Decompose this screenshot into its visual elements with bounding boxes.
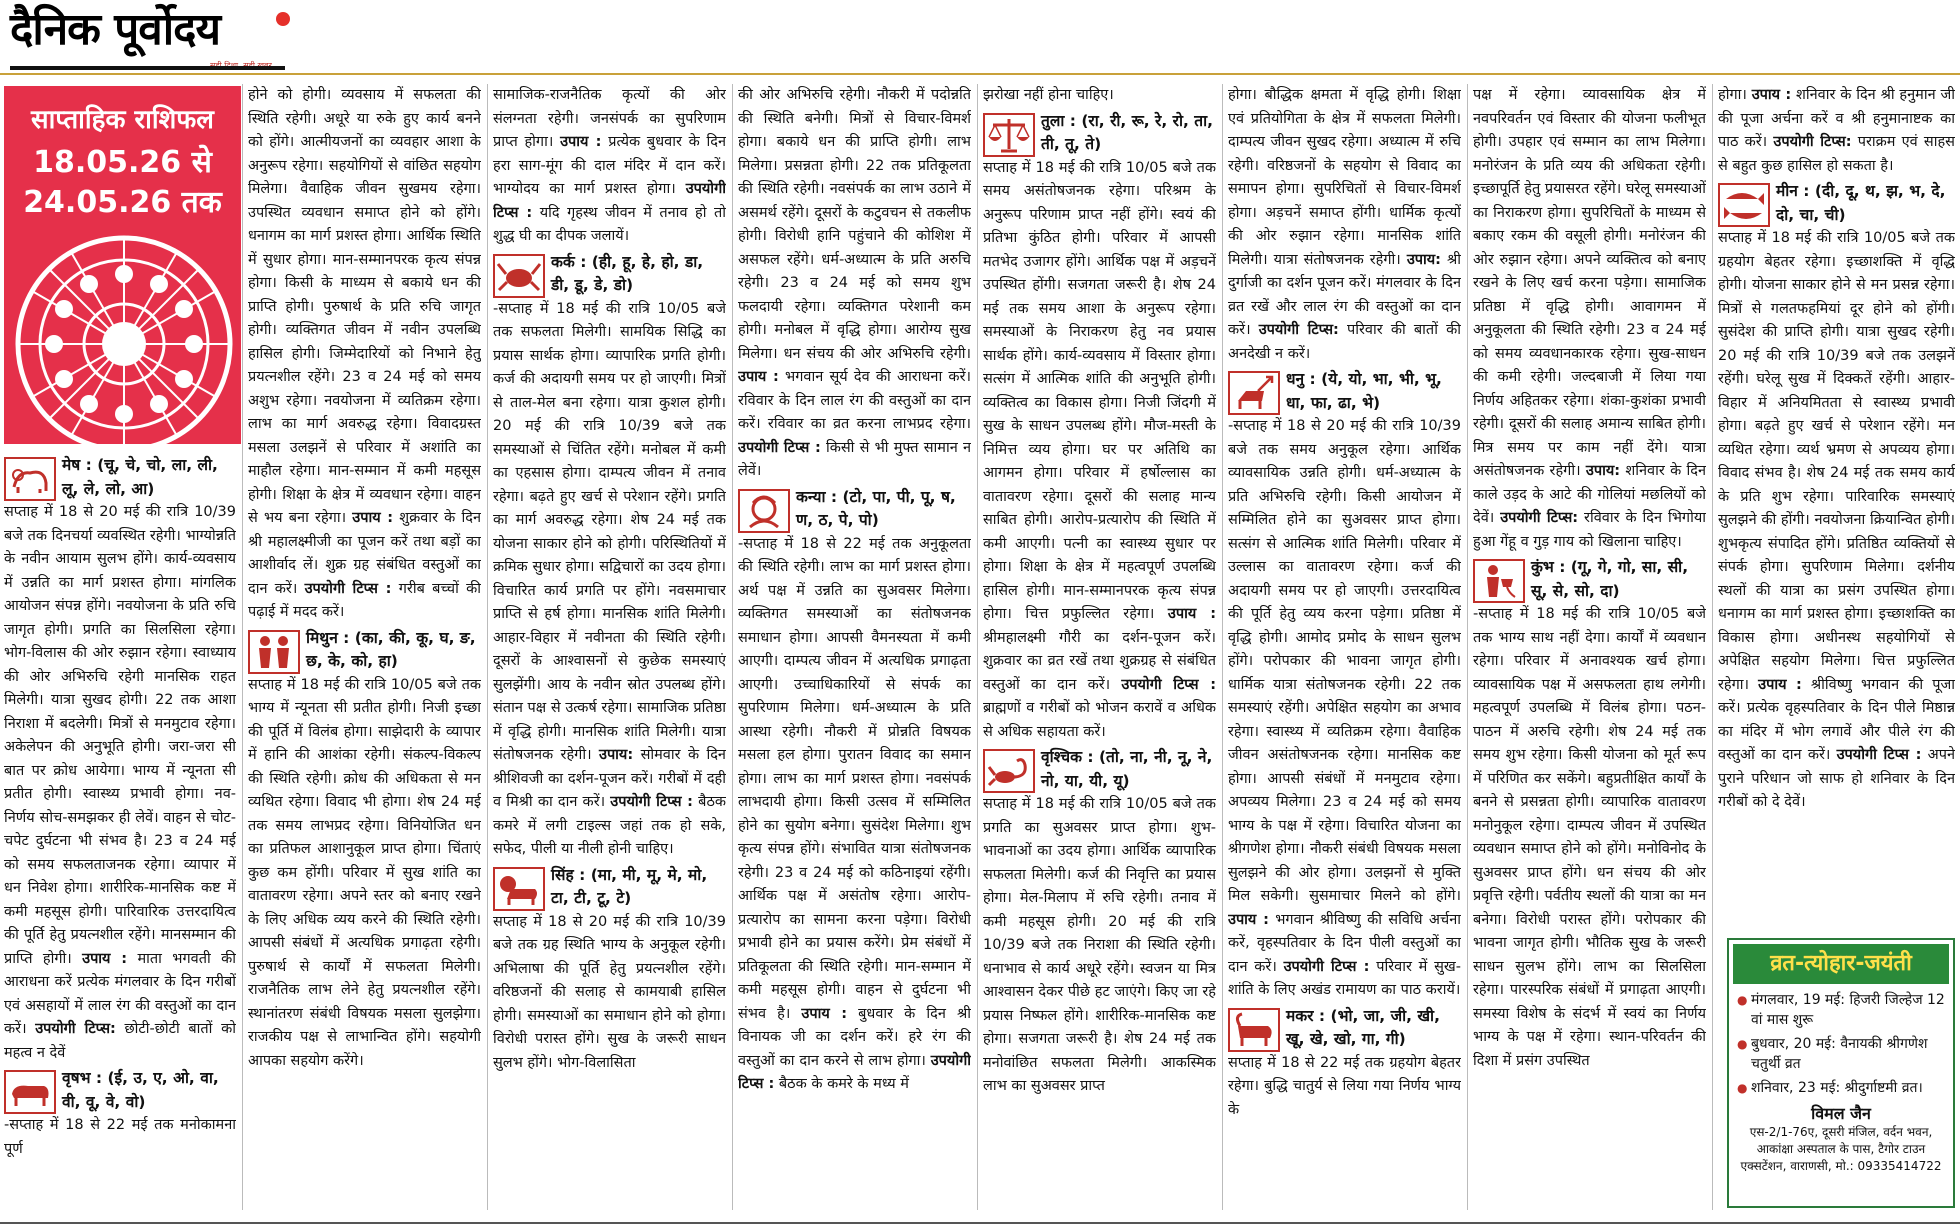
- tips-text: अपने पुराने परिधान जो साफ हो शनिवार के दिन गरीबों को दे देवें।: [1718, 747, 1955, 810]
- logo-dot-icon: [276, 12, 290, 26]
- column-divider: [1222, 84, 1223, 1210]
- sign-heading-dhanu: धनु : (ये, यो, भा, भी, भू, धा, फा, ढा, भे): [1286, 370, 1442, 412]
- column-divider: [487, 84, 488, 1210]
- horoscope-text-vrishabh: -सप्ताह में 18 से 22 मई तक मनोकामना पूर्ण: [4, 1117, 236, 1157]
- column-6: [1228, 84, 1461, 1210]
- tips-label: उपयोगी टिप्स:: [1773, 134, 1852, 150]
- festival-item: ● मंगलवार, 19 मई: हिजरी जिल्हेज 12 वां मास शुरू: [1737, 990, 1947, 1030]
- horoscope-text-vrishabh-cont: होने को होगी। व्यवसाय में सफलता की स्थिति रहेगी। अधूरे या रुके हुए कार्य बनने को होंगे। आत्मीयजनों का व्यवहार आशा के अनुरूप रहेगा। सहयोगियों से वांछित सहयोग मिलेगा। वैवाहिक जीवन सुखमय रहेगा। उपस्थित व्यवधान समाप्त होने को होंगे। धनागम का मार्ग प्रशस्त होगा। आर्थिक स्थिति में सुधार होगा। मान-सम्मानपरक कृत्य संपन्न होगा। किसी के माध्यम से बकाये धन की प्राप्ति होगी। पुरुषार्थ के प्रति रुचि जागृत होगी। व्यक्तिगत जीवन में नवीन उपलब्धि हासिल होगी। जिम्मेदारियों को निभाने हेतु प्रयत्नशील रहेंगे। 23 व 24 मई को समय अशुभ रहेगा। नवयोजना में व्यतिक्रम रहेगा। लाभ का मार्ग अवरुद्ध रहेगा। विवादग्रस्त मसला उलझनें से परिवार में अशांति का माहौल रहेगा। मान-सम्मान में कमी महसूस होगी। शिक्षा के क्षेत्र में व्यवधान रहेगा। वाहन से भय बना रहेगा।: [248, 87, 481, 526]
- column-7: [1473, 84, 1706, 1210]
- column-divider: [732, 84, 733, 1210]
- column-divider: [242, 84, 243, 1210]
- tips-text: यदि गृहस्थ जीवन में तनाव हो तो शुद्ध घी का दीपक जलायें।: [493, 204, 726, 244]
- remedy-text: शनिवार के दिन श्री हनुमान जी की पूजा अर्चना करें व श्री हनुमानाष्टक का पाठ करें।: [1718, 87, 1955, 150]
- remedy-text: भगवान सूर्य देव की आराधना करें। रविवार के दिन लाल रंग की वस्तुओं का दान करें। रविवार का व्रत करना लाभप्रद रहेगा।: [738, 369, 971, 432]
- tips-label: उपयोगी टिप्स :: [610, 794, 693, 810]
- horoscope-text-tula: सप्ताह में 18 मई की रात्रि 10/05 बजे तक समय असंतोषजनक रहेगा। परिश्रम के अनुरूप परिणाम प्राप्त नहीं होंगे। स्वयं की प्रतिभा कुंठित होगी। परिवार में आपसी मतभेद उजागर होंगे। आर्थिक पक्ष में अड़चनें उपस्थित होंगी। सजगता जरूरी है। शेष 24 मई तक समय आशा के अनुरूप रहेगा। समस्याओं के निराकरण हेतु नव प्रयास सार्थक होंगे। कार्य-व्यवसाय में विस्तार होगा। सत्संग में आत्मिक शांति की अनुभूति होगी। व्यक्तित्व का विकास होगा। निजी जिंदगी में सुख के साधन उपलब्ध होंगे। मौज-मस्ती के निमित्त व्यय होगा। घर पर अतिथि का आगमन होगा। परिवार में हर्षोल्लास का वातावरण रहेगा। दूसरों की सलाह मान्य साबित होगी। आरोप-प्रत्यारोप की स्थिति में कमी आएगी। पत्नी का स्वास्थ्य सुधार पर होगा। शिक्षा के क्षेत्र में महत्वपूर्ण उपलब्धि हासिल होगी। मान-सम्मानपरक कृत्य संपन्न होगा। चित्त प्रफुल्लित रहेगा।: [983, 159, 1216, 622]
- sign-heading-makar: मकर : (भो, जा, जी, खी, खू, खे, खो, गा, गी): [1286, 1006, 1440, 1048]
- column-5: [983, 84, 1216, 1210]
- remedy-label: उपाय :: [1751, 87, 1792, 103]
- sign-makar: [1228, 1005, 1461, 1052]
- sign-mithun: [248, 627, 481, 674]
- tips-text: परिवार में सुख-शांति के लिए अखंड रामायण का पाठ करायें।: [1228, 958, 1461, 998]
- banner-title: साप्ताहिक राशिफल: [31, 105, 214, 135]
- horoscope-text-singh: सप्ताह में 18 से 20 मई की रात्रि 10/39 बजे तक ग्रह स्थिति भाग्य के अनुकूल रहेगी। अभिलाषा की पूर्ति हेतु प्रयत्नशील रहेंगे। वरिष्ठजनों की सलाह से कामयाबी हासिल होगी। समस्याओं का समाधान होने को होगा। विरोधी परास्त होंगे। सुख के जरूरी साधन सुलभ होंगे। भोग-विलासिता: [493, 913, 726, 1071]
- masthead: [10, 6, 285, 68]
- tips-text: छोटी-छोटी बातों को महत्व न देवें: [4, 1021, 236, 1061]
- remedy-label: उपाय :: [738, 369, 779, 385]
- sign-meen: [1718, 180, 1955, 227]
- remedy-label: उपाय :: [1228, 911, 1269, 928]
- tips-text: रविवार के दिन भिगोया हुआ गेंहू व गुड़ गाय को खिलाना चाहिए।: [1473, 510, 1706, 550]
- sign-heading-kumbh: कुंभ : (गू, गे, गो, सा, सी, सू, से, सो, दा): [1531, 558, 1689, 600]
- scorpio-scorpion-icon: [983, 749, 1035, 793]
- remedy-text: श्रीमहालक्ष्मी गौरी का दर्शन-पूजन करें। शुक्रवार का व्रत रखें तथा शुक्रग्रह से संबंधित वस्तुओं का दान करें।: [983, 629, 1216, 693]
- sign-heading-tula: तुला : (रा, री, रू, रे, रो, ता, ती, तू, ते): [1041, 111, 1214, 153]
- horoscope-text-mithun: सप्ताह में 18 मई की रात्रि 10/05 बजे तक भाग्य में न्यूनता सी प्रतीत होगी। निजी इच्छा की पूर्ति में विलंब होगा। साझेदारी के व्यापार में हानि की आशंका रहेगी। संकल्प-विकल्प की स्थिति रहेगी। क्रोध की अधिकता से मन व्यथित रहेगा। विवाद भी होगा। शेष 24 मई तक समय लाभप्रद रहेगा। विनियोजित धन का प्रतिफल आशानुकूल प्राप्त होगा। चिंताएं कुछ कम होंगी। परिवार में सुख शांति का वातावरण रहेगा। अपने स्तर को बनाए रखने के लिए अधिक व्यय करने की स्थिति रहेगी। आपसी संबंधों में अत्यधिक प्रगाढ़ता रहेगी। पुरुषार्थ से कार्यों में सफलता मिलेगी। राजनैतिक लाभ लेने हेतु प्रयत्नशील रहेंगे। स्थानांतरण संबंधी विषयक मसला सुलझेगा। राजकीय पक्ष से लाभान्वित होंगे। सहयोगी आपका सहयोग करेंगे।: [248, 676, 481, 1069]
- remedy-label: उपाय :: [82, 950, 128, 967]
- festival-box-title: व्रत-त्योहार-जयंती: [1733, 944, 1949, 984]
- column-3: [493, 84, 726, 1210]
- sign-heading-mithun: मिथुन : (का, की, कू, घ, ङ, छ, के, को, हा): [306, 628, 476, 670]
- remedy-text: माता भगवती की आराधना करें प्रत्येक मंगलवार के दिन गरीबों एवं असहायों में लाल रंग की वस्तुओं का दान करें।: [4, 950, 236, 1037]
- tips-text: पराक्रम एवं साहस से बहुत कुछ हासिल हो सकता है।: [1718, 134, 1955, 174]
- sign-kanya: [738, 486, 971, 533]
- leo-lion-icon: [493, 867, 545, 911]
- author-name: विमल जैन: [1811, 1104, 1871, 1123]
- masthead-rule: [10, 66, 285, 70]
- horoscope-text-kumbh-cont: होगा।: [1718, 87, 1747, 103]
- banner-date-to: 24.05.26 तक: [23, 185, 222, 220]
- remedy-label: उपाय:: [599, 747, 634, 763]
- remedy-label: उपाय:: [1585, 463, 1621, 479]
- festival-item: ● बुधवार, 20 मई: वैनायकी श्रीगणेश चतुर्थी व्रत: [1737, 1034, 1947, 1074]
- sign-heading-kanya: कन्या : (टो, पा, पी, पू, ष, ण, ठ, पे, पो): [796, 487, 956, 529]
- horoscope-text-dhanu: -सप्ताह में 18 से 20 मई की रात्रि 10/39 बजे तक समय अनुकूल रहेगा। आर्थिक व्यावसायिक उन्नति होगी। धर्म-अध्यात्म के प्रति अभिरुचि रहेगी। किसी आयोजन में सम्मिलित होने का सुअवसर प्राप्त होगा। सत्संग से आत्मिक शांति मिलेगी। परिवार में उल्लास का वातावरण रहेगा। कर्ज की अदायगी समय पर हो जाएगी। उत्तरदायित्व की पूर्ति हेतु व्यय करना पड़ेगा। प्रतिष्ठा में वृद्धि होगी। आमोद प्रमोद के साधन सुलभ होंगे। परोपकार की भावना जागृत होगी। धार्मिक यात्रा संतोषजनक रहेगी। 22 तक समस्याएं रहेंगी। अपेक्षित सहयोग का अभाव रहेगा। स्वास्थ्य में व्यतिक्रम रहेगा। वैवाहिक जीवन असंतोषजनक रहेगा। मानसिक कष्ट होगा। आपसी संबंधों में मनमुटाव रहेगा। अपव्यय मिलेगा। 23 व 24 मई को समय भाग्य के पक्ष में रहेगा। विचारित योजना का श्रीगणेश होगा। नौकरी संबंधी विषयक मसला सुलझने की ओर होगा। उलझनों से मुक्ति मिल सकेगी। सुसमाचार मिलने को होंगे।: [1228, 418, 1461, 904]
- column-2: [248, 84, 481, 1210]
- column-1: [4, 452, 236, 1210]
- remedy-label: उपाय :: [801, 1005, 848, 1022]
- aries-ram-icon: [4, 457, 56, 501]
- tips-text: बैठक के कमरे के मध्य में: [778, 1076, 909, 1092]
- capricorn-goat-icon: [1228, 1008, 1280, 1052]
- cancer-crab-icon: [493, 254, 545, 298]
- sign-vrishchik: [983, 746, 1216, 793]
- horoscope-text-mithun-cont: सामाजिक-राजनैतिक कृत्यों की ओर संलग्नता रहेगी। जनसंपर्क का सुपरिणाम प्राप्त होगा।: [493, 87, 726, 150]
- sign-dhanu: [1228, 368, 1461, 415]
- sign-kark: [493, 251, 726, 298]
- horoscope-text-kumbh: -सप्ताह में 18 मई की रात्रि 10/05 बजे तक भाग्य साथ नहीं देगा। कार्यों में व्यवधान रहेगा। परिवार में अनावश्यक खर्च होगा। व्यावसायिक पक्ष में असफलता हाथ लगेगी। महत्वपूर्ण उपलब्धि में विलंब होगा। पठन-पाठन में अरुचि रहेगी। शेष 24 मई तक समय शुभ रहेगा। किसी योजना को मूर्त रूप में परिणित कर सकेंगे। बहुप्रतीक्षित कार्यों के बनने से प्रसन्नता होगी। व्यापारिक वातावरण मनोनुकूल रहेगा। दाम्पत्य जीवन में उपस्थित व्यवधान समाप्त होने को होंगे। मनोविनोद के सुअवसर प्राप्त होंगे। धन संचय की ओर प्रवृत्ति रहेगी। पर्वतीय स्थलों की यात्रा का मन बनेगा। विरोधी परास्त होंगे। परोपकार की भावना जागृत होगी। भौतिक सुख के जरूरी साधन सुलभ होंगे। लाभ का सिलसिला रहेगा। पारस्परिक संबंधों में प्रगाढ़ता आएगी। समस्या विशेष के संदर्भ में स्वयं का निर्णय भाग्य के पक्ष में रहेगा। स्थान-परिवर्तन की दिशा में प्रसंग उपस्थित: [1473, 606, 1706, 1069]
- horoscope-text-kanya-cont: झरोखा नहीं होना चाहिए।: [983, 87, 1114, 103]
- sign-tula: [983, 110, 1216, 157]
- libra-scales-icon: [983, 113, 1035, 157]
- horoscope-text-mesh: सप्ताह में 18 से 20 मई की रात्रि 10/39 बजे तक दिनचर्या व्यवस्थित रहेगी। भाग्योन्नति के नवीन आयाम सुलभ होंगे। कार्य-व्यवसाय में उन्नति का मार्ग प्रशस्त होगा। मांगलिक आयोजन संपन्न होंगे। नवयोजना के प्रति रुचि जागृत होगी। प्रगति का सिलसिला रहेगा। भोग-विलास की ओर रुझान रहेगा। स्वाध्याय की ओर अभिरुचि रहेगी मानसिक राहत मिलेगी। यात्रा सुखद होगी। 22 तक आशा निराशा में बदलेगी। मित्रों से मनमुटाव रहेगा। अकेलेपन की अनुभूति होगी। जरा-जरा सी बात पर क्रोध आयेगा। भाग्य में न्यूनता सी प्रतीत होगी। स्वास्थ्य प्रभावी होगा। नव-निर्णय सोच-समझकर ही लेवें। वाहन से चोट-चपेट दुर्घटना भी संभव है। 23 व 24 मई को समय सफलताजनक रहेगा। व्यापार में धन निवेश होगा। शारीरिक-मानसिक कष्ट में कमी महसूस होगी। पारिवारिक उत्तरदायित्व की पूर्ति हेतु प्रयत्नशील रहेंगे। मानसम्मान की प्राप्ति होगी।: [4, 504, 236, 967]
- tips-text: ब्राह्मणों व गरीबों को भोजन करावें व अधिक से अधिक सहायता करें।: [983, 700, 1216, 740]
- taurus-bull-icon: [4, 1070, 56, 1114]
- tips-label: उपयोगी टिप्स :: [493, 181, 726, 221]
- column-8: [1718, 84, 1955, 930]
- tips-text: परिवार की बातों की अनदेखी न करें।: [1228, 322, 1461, 362]
- pisces-fish-icon: [1718, 183, 1770, 227]
- column-divider: [1712, 84, 1713, 1210]
- virgo-maiden-icon: [738, 489, 790, 533]
- remedy-text: भगवान श्रीविष्णु की सविधि अर्चना करें, वृहस्पतिवार के दिन पीली वस्तुओं का दान करें।: [1228, 911, 1461, 975]
- tips-label: उपयोगी टिप्स :: [1836, 747, 1922, 763]
- tips-text: किसी से भी मुफ्त सामान न लेवें।: [738, 439, 971, 479]
- horoscope-text-meen: सप्ताह में 18 मई की रात्रि 10/05 बजे तक ग्रहयोग बेहतर रहेगा। इच्छाशक्ति में वृद्धि होगी। योजना साकार होने से मन प्रसन्न रहेगा। मित्रों से गलतफहमियां दूर होने को होंगी। सुसंदेश की प्राप्ति होगी। यात्रा सुखद रहेगी। 20 मई की रात्रि 10/39 बजे तक उलझनें रहेंगी। घरेलू सुख में दिक्कतें रहेंगी। आहार-विहार में अनियमितता से स्वास्थ्य प्रभावी होगा। बढ़ते हुए खर्च से परेशान रहेंगे। मन व्यथित रहेगा। व्यर्थ भ्रमण से अपव्यय होगा। विवाद संभव है। शेष 24 मई तक समय कार्य के प्रति शुभ रहेगा। पारिवारिक समस्याएं सुलझने की होंगी। नवयोजना क्रियान्वित होगी। शुभकृत्य संपादित होंगे। प्रतिष्ठित व्यक्तियों से संपर्क होगा। सुपरिणाम मिलेगा। दर्शनीय स्थलों की यात्रा का प्रसंग उपस्थित होगा। धनागम का मार्ग प्रशस्त होगा। इच्छाशक्ति का विकास होगा। अधीनस्थ सहयोगियों से अपेक्षित सहयोग मिलेगा। चित्त प्रफुल्लित रहेगा।: [1718, 230, 1955, 693]
- author-address: एस-2/1-76ए, दूसरी मंजिल, वर्दन भवन, आकांक्षा अस्पताल के पास, टैगोर टाउन एक्सटेंशन, वाराणसी, मो.: 09335414722: [1740, 1125, 1942, 1173]
- sign-heading-vrishabh: वृषभ : (ई, उ, ए, ओ, वा, वी, वू, वे, वो): [62, 1069, 219, 1111]
- tips-label: उपयोगी टिप्स:: [35, 1021, 116, 1037]
- tips-label: उपयोगी टिप्स :: [1121, 676, 1216, 693]
- horoscope-text-kanya: -सप्ताह में 18 से 22 मई तक अनुकूलता की स्थिति रहेगी। लाभ का मार्ग प्रशस्त होगा। अर्थ पक्ष में उन्नति का सुअवसर मिलेगा। व्यक्तिगत समस्याओं का संतोषजनक समाधान होगा। आपसी वैमनस्यता में कमी आएगी। दाम्पत्य जीवन में अत्यधिक प्रगाढ़ता आएगी। उच्चाधिकारियों से संपर्क का सुपरिणाम मिलेगा। धर्म-अध्यात्म के प्रति आस्था रहेगी। नौकरी में प्रोन्नति विषयक मसला हल होगा। पुरातन विवाद का समान होगा। लाभ का मार्ग प्रशस्त होगा। नवसंपर्क लाभदायी होगा। किसी उत्सव में सम्मिलित होने का सुयोग बनेगा। सुसंदेश मिलेगा। शुभ कृत्य संपन्न होंगे। संभावित यात्रा संतोषजनक रहेगी। 23 व 24 मई को कठिनाइयां रहेंगी। आर्थिक पक्ष में असंतोष रहेगा। आरोप-प्रत्यारोप का सामना करना पड़ेगा। विरोधी प्रभावी होने का प्रयास करेंगे। प्रेम संबंधों में प्रतिकूलता की स्थिति रहेगी। मान-सम्मान में कमी महसूस होगी। वाहन से दुर्घटना भी संभव है।: [738, 535, 971, 1022]
- column-divider: [977, 84, 978, 1210]
- gemini-twins-icon: [248, 630, 300, 674]
- tips-label: उपयोगी टिप्स:: [1258, 322, 1339, 338]
- tips-label: उपयोगी टिप्स:: [1500, 510, 1579, 526]
- sign-heading-singh: सिंह : (मा, मी, मू, मे, मो, टा, टी, टू, टे): [551, 865, 708, 907]
- tips-label: उपयोगी टिप्स :: [1283, 958, 1370, 975]
- sign-heading-mesh: मेष : (चू, चे, चो, ला, ली, लू, ले, लो, आ): [62, 456, 218, 498]
- sign-heading-kark: कर्क : (ही, हू, हे, हो, डा, डी, डू, डे, डो): [551, 252, 704, 294]
- column-divider: [1467, 84, 1468, 1210]
- horoscope-text-kark: -सप्ताह में 18 मई की रात्रि 10/05 बजे तक सफलता मिलेगी। सामयिक सिद्धि का प्रयास सार्थक होगा। व्यापारिक प्रगति होगी। कर्ज की अदायगी समय पर हो जाएगी। मित्रों से ताल-मेल बना रहेगा। यात्रा कुशल होगी। 20 मई की रात्रि 10/39 बजे तक समस्याओं से चिंतित रहेंगे। मनोबल में कमी का एहसास होगा। दाम्पत्य जीवन में तनाव रहेगा। बढ़ते हुए खर्च से परेशान रहेंगे। प्रगति का मार्ग अवरुद्ध रहेगा। शेष 24 मई तक योजना साकार होने को होगी। परिस्थितियों में क्रमिक सुधार होगा। सद्विचारों का उदय होगा। विचारित कार्य प्रगति पर होंगे। नवसमाचार प्राप्ति से हर्ष होगा। मानसिक शांति मिलेगी। आहार-विहार में नवीनता की स्थिति रहेगी। दूसरों के आश्वासनों से कुछेक समस्याएं सुलझेंगी। आय के नवीन स्रोत उपलब्ध होंगे। संतान पक्ष से उत्कर्ष रहेगा। सामाजिक प्रतिष्ठा में वृद्धि होगी। मानसिक शांति मिलेगी। यात्रा संतोषजनक रहेगी।: [493, 300, 726, 763]
- remedy-label: उपाय:: [1406, 251, 1441, 268]
- horoscope-text-makar-cont: पक्ष में रहेगा। व्यावसायिक क्षेत्र में नवपरिवर्तन एवं विस्तार की योजना फलीभूत होगी। उपहार एवं सम्मान का लाभ मिलेगा। मनोरंजन के प्रति व्यय की अधिकता रहेगी। इच्छापूर्ति हेतु प्रयासरत रहेंगे। घरेलू समस्याओं का निराकरण होगा। सुपरिचितों के माध्यम से बकाए रकम की वसूली होगी। मनोरंजन की ओर रुझान रहेगा। अपने व्यक्तित्व को बनाए रखने के लिए खर्च करना पड़ेगा। सामाजिक प्रतिष्ठा में वृद्धि होगी। आवागमन में अनुकूलता की स्थिति रहेगी। 23 व 24 मई को समय व्यवधानकारक रहेगा। सुख-साधन की कमी रहेगी। जल्दबाजी में लिया गया निर्णय अहितकर रहेगा। शंका-कुशंका प्रभावी रहेगी। दूसरों की सलाह अमान्य साबित होगी। मित्र समय पर काम नहीं देंगे। यात्रा असंतोषजनक रहेगी।: [1473, 87, 1706, 479]
- remedy-text: श्री दुर्गाजी का दर्शन पूजन करें। मंगलवार के दिन व्रत रखें और लाल रंग की वस्तुओं का दान करें।: [1228, 251, 1461, 338]
- horoscope-text-makar: सप्ताह में 18 से 22 मई तक ग्रहयोग बेहतर रहेगा। बुद्धि चातुर्य से लिया गया निर्णय भाग्य के: [1228, 1054, 1461, 1118]
- remedy-text: शुक्रवार के दिन श्री महालक्ष्मीजी का पूजन करें तथा बड़ों का आशीर्वाद लें। शुक्र ग्रह संबंधित वस्तुओं का दान करें।: [248, 510, 481, 597]
- newspaper-title: दैनिक पूर्वोदय: [10, 4, 221, 55]
- horoscope-text-vrishchik-cont: होगा। बौद्धिक क्षमता में वृद्धि होगी। शिक्षा एवं प्रतियोगिता के क्षेत्र में सफलता मिलेगी। दाम्पत्य जीवन सुखद रहेगा। अध्यात्म में रुचि रहेगी। वरिष्ठजनों के सहयोग से विवाद का समापन होगा। सुपरिचितों से विचार-विमर्श होगा। अड़चनें समाप्त होंगी। धार्मिक कृत्यों की ओर रुझान रहेगा। मानसिक शांति मिलेगी। यात्रा संतोषजनक रहेगी।: [1228, 87, 1461, 268]
- zodiac-wheel-icon: [14, 234, 234, 444]
- festival-box: [1727, 938, 1955, 1208]
- sign-heading-vrishchik: वृश्चिक : (तो, ना, नी, नू, ने, नो, या, यी, यू): [1041, 748, 1213, 790]
- sign-heading-meen: मीन : (दी, दू, थ, झ, भ, दे, दो, चा, ची): [1776, 182, 1946, 224]
- remedy-label: उपाय :: [1758, 676, 1802, 693]
- remedy-label: उपाय :: [560, 134, 602, 150]
- tips-label: उपयोगी टिप्स :: [738, 439, 821, 456]
- footer-rule: [0, 1222, 1960, 1224]
- sign-mesh: [4, 454, 236, 501]
- festival-item: ● शनिवार, 23 मई: श्रीदुर्गाष्टमी व्रत।: [1737, 1078, 1947, 1098]
- sign-vrishabh: [4, 1067, 236, 1114]
- tips-text: गरीब बच्चों की पढ़ाई में मदद करें।: [248, 580, 481, 620]
- remedy-label: उपाय :: [352, 510, 394, 526]
- remedy-text: सोमवार के दिन श्रीशिवजी का दर्शन-पूजन करें। गरीबों में दही व मिश्री का दान करें।: [493, 747, 726, 810]
- column-4: [738, 84, 971, 1210]
- weekly-horoscope-banner: [4, 86, 241, 444]
- tips-label: उपयोगी टिप्स :: [304, 580, 392, 597]
- remedy-label: उपाय :: [1167, 606, 1216, 622]
- remedy-text: शनिवार के दिन काले उड़द के आटे की गोलियां मछलियों को देवें।: [1473, 463, 1706, 526]
- remedy-text: बुधवार के दिन श्री विनायक जी का दर्शन करें। हरे रंग की वस्तुओं का दान करने से लाभ होगा।: [738, 1005, 971, 1069]
- remedy-text: श्रीविष्णु भगवान की पूजा करें। प्रत्येक वृहस्पतिवार के दिन पीले मिष्ठान्न का मंदिर में भोग लगावें और पीले रंग की वस्तुओं का दान करें।: [1718, 676, 1955, 763]
- festival-list: [1729, 988, 1953, 1098]
- sign-kumbh: [1473, 556, 1706, 603]
- sagittarius-archer-icon: [1228, 371, 1280, 415]
- horoscope-text-singh-cont: की ओर अभिरुचि रहेगी। नौकरी में पदोन्नति की स्थिति बनेगी। मित्रों से विचार-विमर्श होगा। बकाये धन की प्राप्ति होगी। लाभ मिलेगा। प्रसन्नता होगी। 22 तक प्रतिकूलता की स्थिति रहेगी। नवसंपर्क का लाभ उठाने में असमर्थ रहेंगे। दूसरों के कटुवचन से तकलीफ होगी। विरोधी हानि पहुंचाने की कोशिश में असफल रहेंगे। धर्म-अध्यात्म के प्रति अरुचि रहेगी। 23 व 24 मई को समय शुभ फलदायी रहेगा। व्यक्तिगत परेशानी कम होगी। मनोबल में वृद्धि होगा। आरोग्य सुख मिलेगा। धन संचय की ओर अभिरुचि रहेगी।: [738, 87, 971, 362]
- remedy-text: प्रत्येक बुधवार के दिन हरा साग-मूंग की दाल मंदिर में दान करें। भाग्योदय का मार्ग प्रशस्त होगा।: [493, 134, 726, 197]
- tips-label: उपयोगी टिप्स :: [738, 1052, 971, 1092]
- banner-date-from: 18.05.26 से: [33, 145, 212, 180]
- aquarius-water-bearer-icon: [1473, 559, 1525, 603]
- horoscope-text-vrishchik: सप्ताह में 18 मई की रात्रि 10/05 बजे तक प्रगति का सुअवसर प्राप्त होगा। शुभ-भावनाओं का उदय होगा। आर्थिक व्यापारिक सफलता मिलेगी। कर्ज की निवृत्ति का प्रयास होगा। मेल-मिलाप में रुचि रहेगी। तनाव में कमी महसूस होगी। 20 मई की रात्रि 10/39 बजे तक निराशा की स्थिति रहेगी। धनाभाव से कार्य अधूरे रहेंगे। स्वजन या मित्र आश्वासन देकर पीछे हट जाएंगे। किए जा रहे प्रयास निष्फल होंगे। शारीरिक-मानसिक कष्ट होगा। सजगता जरूरी है। शेष 24 मई तक मनोवांछित सफलता मिलेगी। आकस्मिक लाभ का सुअवसर प्राप्त: [983, 796, 1216, 1094]
- tips-text: बैठक कमरे में लगी टाइल्स जहां तक हो सके, सफेद, पीली या नीली होनी चाहिए।: [493, 794, 726, 857]
- sign-singh: [493, 864, 726, 911]
- header-divider: [0, 73, 1960, 75]
